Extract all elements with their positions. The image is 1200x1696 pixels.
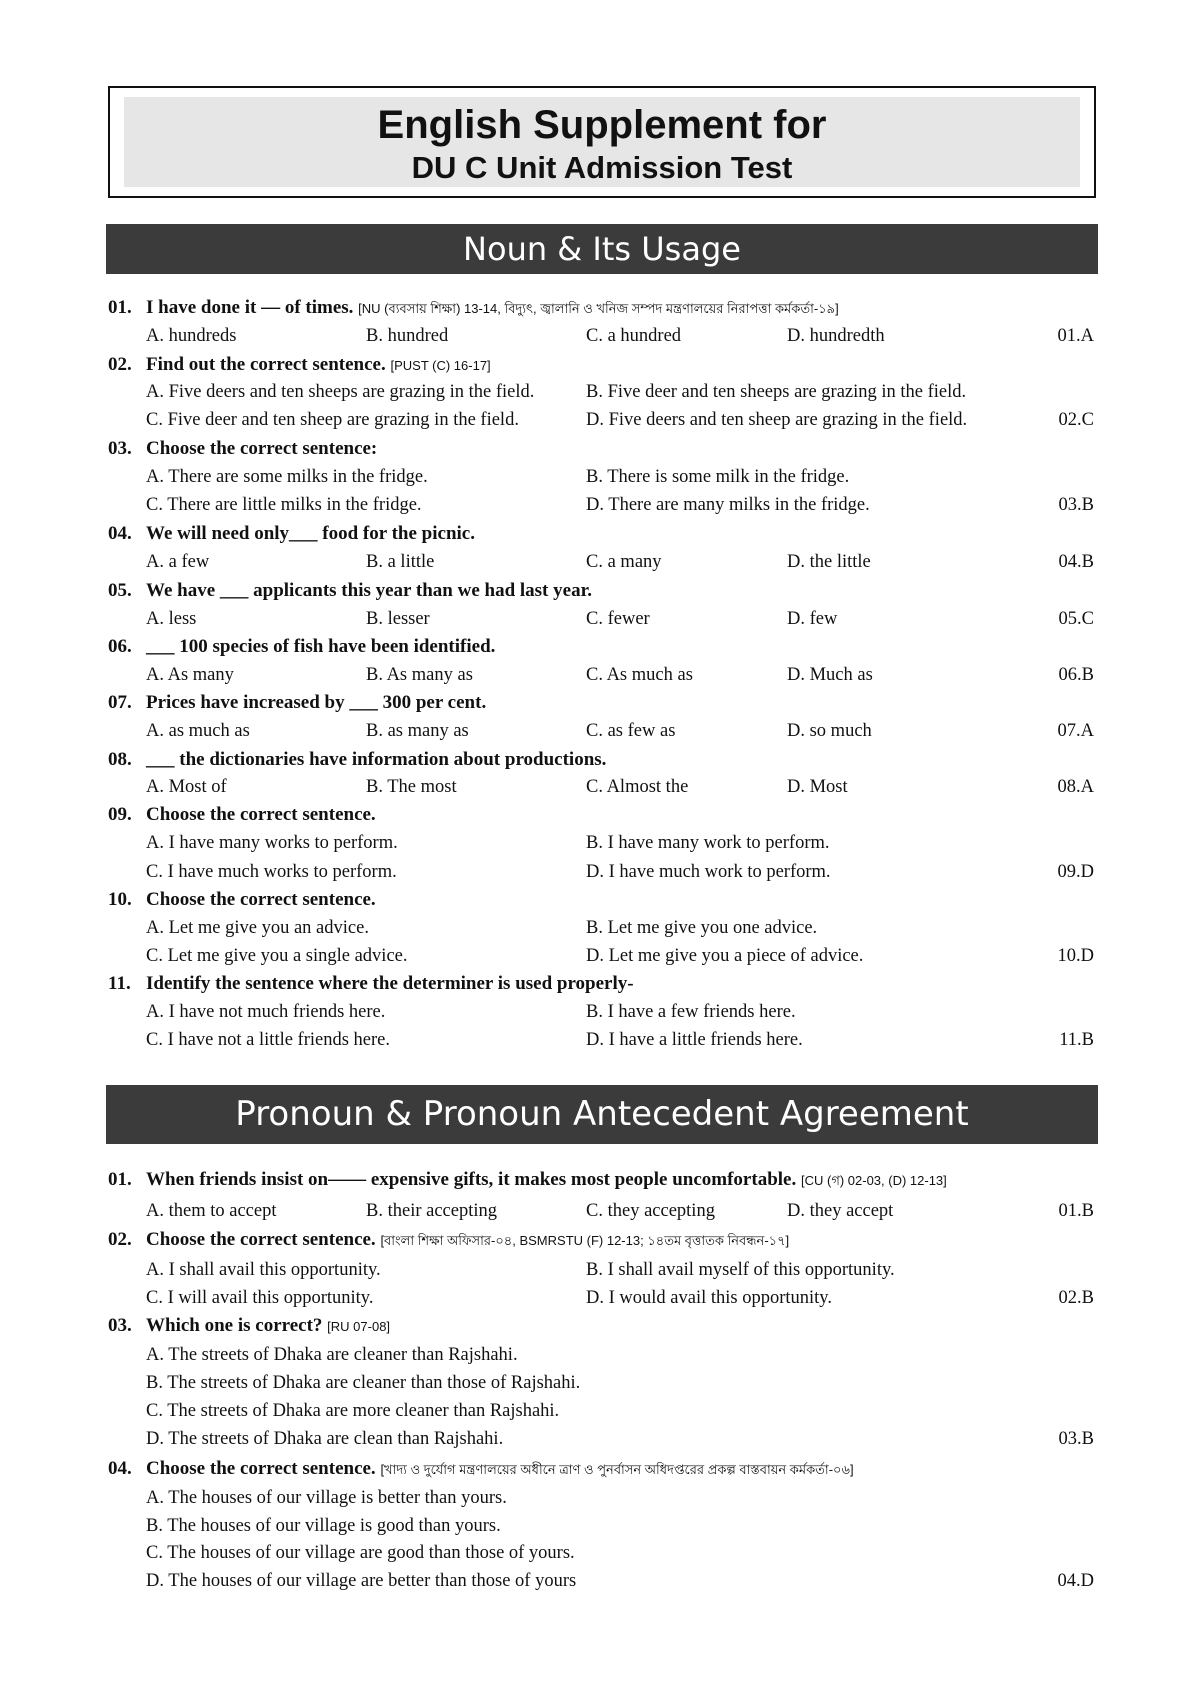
- options-row: [146, 1286, 1100, 1310]
- question-stem: [108, 353, 1100, 378]
- question-source: [PUST (C) 16-17]: [390, 358, 491, 373]
- option-d: D. Let me give you a piece of advice.: [586, 946, 864, 966]
- option-d: D. I have a little friends here.: [586, 1030, 803, 1050]
- option-b: B. a little: [366, 552, 435, 572]
- option-a: A. them to accept: [146, 1201, 277, 1221]
- question-number: 02.: [108, 354, 132, 375]
- options-row: [146, 1028, 1100, 1052]
- option-c: C. fewer: [586, 609, 650, 629]
- question-stem: [108, 296, 1100, 321]
- option-b: B. their accepting: [366, 1201, 497, 1221]
- question-text: Choose the correct sentence.: [146, 1458, 376, 1479]
- question-stem: [108, 579, 1100, 603]
- question-stem: [108, 972, 1100, 996]
- options-row: [146, 1371, 1100, 1395]
- option-d: D. the little: [787, 552, 871, 572]
- option-d: D. they accept: [787, 1201, 894, 1221]
- title-box: [108, 86, 1096, 198]
- question-text: Choose the correct sentence.: [146, 889, 376, 910]
- question-stem: [108, 1314, 1100, 1339]
- option-b: B. The most: [366, 777, 457, 797]
- question-text: We have ___ applicants this year than we had last year.: [146, 580, 593, 601]
- question-number: 07.: [108, 692, 132, 713]
- question-text: Identify the sentence where the determiner is used properly-: [146, 973, 634, 994]
- question-number: 08.: [108, 749, 132, 770]
- option-a: A. There are some milks in the fridge.: [146, 467, 428, 487]
- answer-key: 07.A: [1057, 721, 1094, 741]
- answer-key: 09.D: [1057, 862, 1094, 882]
- option-a: A. As many: [146, 665, 234, 685]
- question-stem: [108, 1457, 1100, 1482]
- options-row: [146, 324, 1100, 348]
- options-row: [146, 550, 1100, 574]
- options-row: [146, 380, 1100, 404]
- question-stem: [108, 888, 1100, 912]
- option-c: C. The houses of our village are good than those of yours.: [146, 1543, 575, 1563]
- question-text: Choose the correct sentence.: [146, 804, 376, 825]
- option-b: B. I have a few friends here.: [586, 1002, 796, 1022]
- question-text: ___ the dictionaries have information about productions.: [146, 749, 607, 770]
- question-stem: [108, 635, 1100, 659]
- options-row: [146, 916, 1100, 940]
- options-row: [146, 465, 1100, 489]
- option-d: D. few: [787, 609, 838, 629]
- option-a: A. Five deers and ten sheeps are grazing in the field.: [146, 382, 535, 402]
- option-b: B. I have many work to perform.: [586, 833, 830, 853]
- document-subtitle: DU C Unit Admission Test: [411, 150, 793, 185]
- option-b: B. The houses of our village is good than yours.: [146, 1516, 501, 1536]
- question-number: 03.: [108, 438, 132, 459]
- options-row: [146, 1541, 1100, 1565]
- question-text: Which one is correct?: [146, 1315, 323, 1336]
- option-c: C. As much as: [586, 665, 693, 685]
- option-c: C. The streets of Dhaka are more cleaner than Rajshahi.: [146, 1401, 560, 1421]
- question-number: 04.: [108, 1458, 132, 1479]
- question-text: ___ 100 species of fish have been identified.: [146, 636, 496, 657]
- option-d: D. Most: [787, 777, 848, 797]
- options-row: [146, 1000, 1100, 1024]
- option-c: C. a hundred: [586, 326, 682, 346]
- option-d: D. Five deers and ten sheep are grazing in the field.: [586, 410, 968, 430]
- question-stem: [108, 1168, 1100, 1193]
- question-stem: [108, 437, 1100, 461]
- question-number: 10.: [108, 889, 132, 910]
- options-row: [146, 607, 1100, 631]
- question-stem: [108, 522, 1100, 546]
- option-d: D. so much: [787, 721, 872, 741]
- question-text: Find out the correct sentence.: [146, 354, 386, 375]
- question-number: 11.: [108, 973, 131, 994]
- option-a: A. Most of: [146, 777, 227, 797]
- option-c: C. they accepting: [586, 1201, 715, 1221]
- option-b: B. There is some milk in the fridge.: [586, 467, 850, 487]
- options-row: [146, 1486, 1100, 1510]
- option-b: B. Let me give you one advice.: [586, 918, 818, 938]
- answer-key: 04.D: [1057, 1571, 1094, 1591]
- answer-key: 08.A: [1057, 777, 1094, 797]
- options-row: [146, 719, 1100, 743]
- section-heading-pronoun: Pronoun & Pronoun Antecedent Agreement: [106, 1085, 1098, 1144]
- options-row: [146, 408, 1100, 432]
- option-c: C. There are little milks in the fridge.: [146, 495, 422, 515]
- answer-key: 01.A: [1057, 326, 1094, 346]
- options-row: [146, 1199, 1100, 1223]
- option-b: B. As many as: [366, 665, 473, 685]
- option-a: A. I shall avail this opportunity.: [146, 1260, 381, 1280]
- option-a: A. as much as: [146, 721, 250, 741]
- question-number: 05.: [108, 580, 132, 601]
- option-a: A. I have many works to perform.: [146, 833, 398, 853]
- option-a: A. less: [146, 609, 197, 629]
- answer-key: 02.C: [1058, 410, 1094, 430]
- option-c: C. Let me give you a single advice.: [146, 946, 408, 966]
- option-b: B. as many as: [366, 721, 469, 741]
- question-source: [NU (ব্যবসায় শিক্ষা) 13-14, বিদ্যুৎ, জ্বালানি ও খনিজ সম্পদ মন্ত্রণালয়ের নিরাপত্তা কর্মকর্তা-১৯]: [358, 301, 839, 316]
- question-number: 02.: [108, 1229, 132, 1250]
- option-a: A. a few: [146, 552, 210, 572]
- question-text: We will need only___ food for the picnic.: [146, 523, 475, 544]
- option-d: D. The streets of Dhaka are clean than Rajshahi.: [146, 1429, 504, 1449]
- answer-key: 03.B: [1058, 495, 1094, 515]
- option-d: D. Much as: [787, 665, 873, 685]
- options-row: [146, 493, 1100, 517]
- question-source: [CU (গ) 02-03, (D) 12-13]: [800, 1173, 947, 1188]
- option-b: B. hundred: [366, 326, 449, 346]
- question-text: When friends insist on—— expensive gifts, it makes most people uncomfortable.: [146, 1169, 797, 1190]
- question-number: 01.: [108, 297, 132, 318]
- option-c: C. Five deer and ten sheep are grazing in the field.: [146, 410, 519, 430]
- options-row: [146, 1514, 1100, 1538]
- option-a: A. Let me give you an advice.: [146, 918, 369, 938]
- option-d: D. hundredth: [787, 326, 885, 346]
- question-number: 03.: [108, 1315, 132, 1336]
- options-row: [146, 1343, 1100, 1367]
- option-c: C. as few as: [586, 721, 676, 741]
- question-text: I have done it — of times.: [146, 297, 354, 318]
- option-b: B. Five deer and ten sheeps are grazing in the field.: [586, 382, 967, 402]
- question-number: 01.: [108, 1169, 132, 1190]
- option-b: B. lesser: [366, 609, 430, 629]
- document-title: English Supplement for: [377, 103, 827, 147]
- answer-key: 01.B: [1058, 1201, 1094, 1221]
- question-source: [বাংলা শিক্ষা অফিসার-০৪, BSMRSTU (F) 12-13; ১৪তম বৃত্তাতক নিবন্ধন-১৭]: [380, 1233, 790, 1248]
- question-stem: [108, 691, 1100, 715]
- option-b: B. I shall avail myself of this opportunity.: [586, 1260, 895, 1280]
- answer-key: 02.B: [1058, 1288, 1094, 1308]
- option-c: C. a many: [586, 552, 662, 572]
- option-d: D. The houses of our village are better than those of yours: [146, 1571, 577, 1591]
- section-heading-noun: Noun & Its Usage: [106, 224, 1098, 274]
- answer-key: 11.B: [1059, 1030, 1094, 1050]
- question-text: Choose the correct sentence.: [146, 1229, 376, 1250]
- options-row: [146, 944, 1100, 968]
- answer-key: 05.C: [1058, 609, 1094, 629]
- question-source: [RU 07-08]: [327, 1319, 391, 1334]
- question-stem: [108, 748, 1100, 772]
- option-b: B. The streets of Dhaka are cleaner than those of Rajshahi.: [146, 1373, 581, 1393]
- option-a: A. I have not much friends here.: [146, 1002, 386, 1022]
- option-a: A. The houses of our village is better than yours.: [146, 1488, 507, 1508]
- answer-key: 06.B: [1058, 665, 1094, 685]
- option-a: A. The streets of Dhaka are cleaner than Rajshahi.: [146, 1345, 518, 1365]
- options-row: [146, 663, 1100, 687]
- option-c: C. I will avail this opportunity.: [146, 1288, 374, 1308]
- option-c: C. I have not a little friends here.: [146, 1030, 391, 1050]
- option-c: C. Almost the: [586, 777, 689, 797]
- question-number: 09.: [108, 804, 132, 825]
- option-c: C. I have much works to perform.: [146, 862, 397, 882]
- answer-key: 10.D: [1057, 946, 1094, 966]
- question-number: 06.: [108, 636, 132, 657]
- options-row: [146, 1399, 1100, 1423]
- option-d: D. I would avail this opportunity.: [586, 1288, 832, 1308]
- answer-key: 04.B: [1058, 552, 1094, 572]
- options-row: [146, 1569, 1100, 1593]
- option-d: D. There are many milks in the fridge.: [586, 495, 870, 515]
- option-a: A. hundreds: [146, 326, 237, 346]
- question-stem: [108, 1228, 1100, 1253]
- question-text: Prices have increased by ___ 300 per cent.: [146, 692, 487, 713]
- options-row: [146, 1258, 1100, 1282]
- title-panel: [124, 97, 1080, 187]
- options-row: [146, 1427, 1100, 1451]
- options-row: [146, 831, 1100, 855]
- options-row: [146, 860, 1100, 884]
- option-d: D. I have much work to perform.: [586, 862, 831, 882]
- question-number: 04.: [108, 523, 132, 544]
- options-row: [146, 775, 1100, 799]
- question-text: Choose the correct sentence:: [146, 438, 378, 459]
- question-stem: [108, 803, 1100, 827]
- question-source: [খাদ্য ও দুর্যোগ মন্ত্রণালয়ের অধীনে ত্রাণ ও পুনর্বাসন অধিদপ্তরের প্রকল্প বাস্তবায়ন কর্মকর্তা-০৬]: [380, 1462, 854, 1477]
- answer-key: 03.B: [1058, 1429, 1094, 1449]
